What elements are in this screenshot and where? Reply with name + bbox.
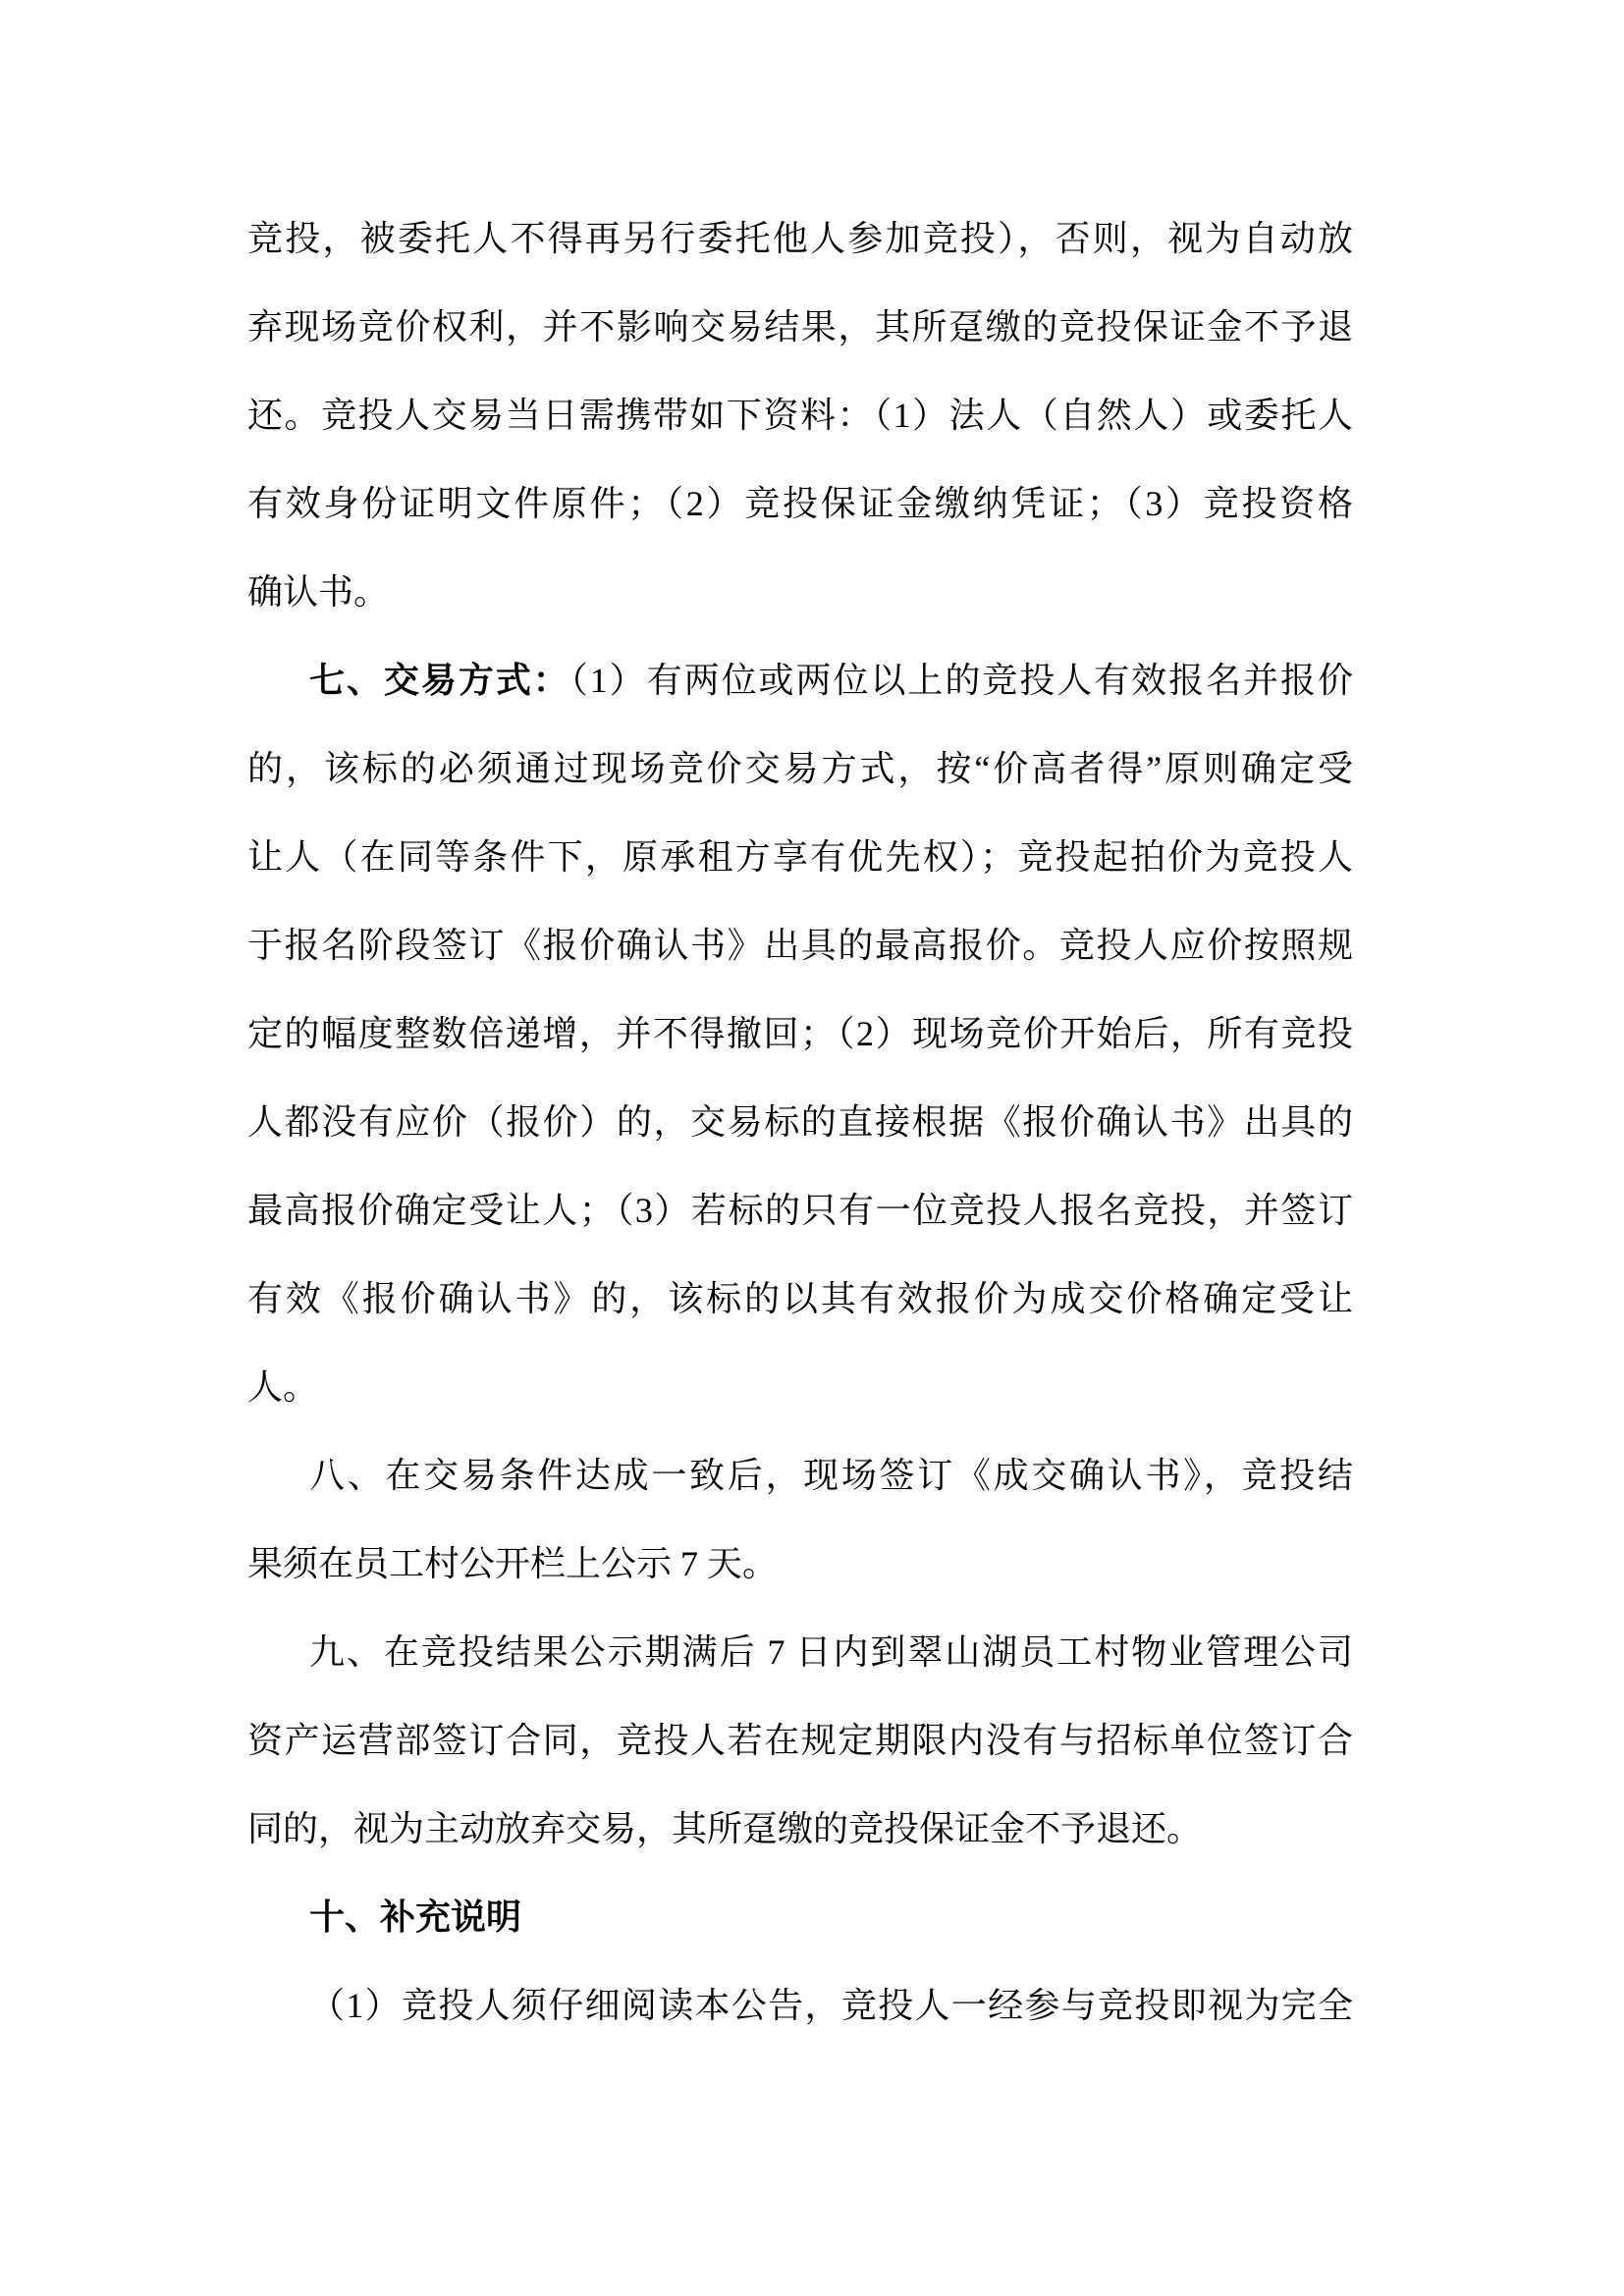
body-line [247, 459, 1353, 548]
line-text: 有效《报价确认书》的，该标的以其有效报价为成交价格确定受让 [247, 1279, 1353, 1318]
line-text: 让人（在同等条件下，原承租方享有优先权）；竞投起拍价为竞投人 [247, 837, 1353, 877]
body-line [247, 371, 1353, 459]
line-text: 同的，视为主动放弃交易，其所趸缴的竞投保证金不予退还。 [247, 1809, 1203, 1848]
line-text: 九、在竞投结果公示期满后 7 日内到翠山湖员工村物业管理公司 [309, 1632, 1353, 1672]
line-text: 有效身份证明文件原件；（2）竞投保证金缴纳凭证；（3）竞投资格 [247, 484, 1353, 523]
body-line [247, 1520, 1353, 1608]
section-7-heading: 七、交易方式： [309, 660, 570, 700]
body-line [247, 989, 1353, 1078]
body-line [247, 283, 1353, 371]
body-line [247, 636, 1353, 724]
body-line [247, 1166, 1353, 1255]
body-line [247, 901, 1353, 989]
body-line [247, 1255, 1353, 1343]
body-line [247, 813, 1353, 901]
line-text: 果须在员工村公开栏上公示 7 天。 [247, 1544, 779, 1583]
line-text: （1）有两位或两位以上的竞投人有效报名并报价 [569, 661, 1353, 700]
line-text: 还。竞投人交易当日需携带如下资料：（1）法人（自然人）或委托人 [247, 396, 1353, 435]
body-line [247, 1785, 1353, 1873]
body-line [247, 1608, 1353, 1696]
line-text: 人。 [247, 1367, 319, 1407]
body-line [247, 1431, 1353, 1520]
body-line [247, 548, 1353, 636]
line-text: 资产运营部签订合同，竞投人若在规定期限内没有与招标单位签订合 [247, 1721, 1353, 1760]
line-text: 定的幅度整数倍递增，并不得撤回；（2）现场竞价开始后，所有竞投 [247, 1014, 1353, 1053]
body-line [247, 1873, 1353, 1961]
section-10-heading: 十、补充说明 [309, 1896, 522, 1937]
line-text: 弃现场竞价权利，并不影响交易结果，其所趸缴的竞投保证金不予退 [247, 307, 1353, 347]
line-text: 确认书。 [247, 572, 390, 612]
body-line [247, 1078, 1353, 1166]
document-text-body [247, 194, 1353, 2050]
body-line [247, 724, 1353, 813]
body-line [247, 194, 1353, 283]
body-line [247, 1961, 1353, 2050]
line-text: 于报名阶段签订《报价确认书》出具的最高报价。竞投人应价按照规 [247, 926, 1353, 965]
body-line [247, 1696, 1353, 1785]
line-text: 人都没有应价（报价）的，交易标的直接根据《报价确认书》出具的 [247, 1102, 1353, 1142]
line-text: （1）竞投人须仔细阅读本公告，竞投人一经参与竞投即视为完全 [309, 1986, 1353, 2025]
line-text: 八、在交易条件达成一致后，现场签订《成交确认书》，竞投结 [309, 1456, 1353, 1495]
line-text: 竞投，被委托人不得再另行委托他人参加竞投），否则，视为自动放 [247, 219, 1353, 258]
line-text: 的，该标的必须通过现场竞价交易方式，按“价高者得”原则确定受 [247, 749, 1353, 788]
line-text: 最高报价确定受让人；（3）若标的只有一位竞投人报名竞投，并签订 [247, 1191, 1353, 1230]
body-line [247, 1343, 1353, 1431]
